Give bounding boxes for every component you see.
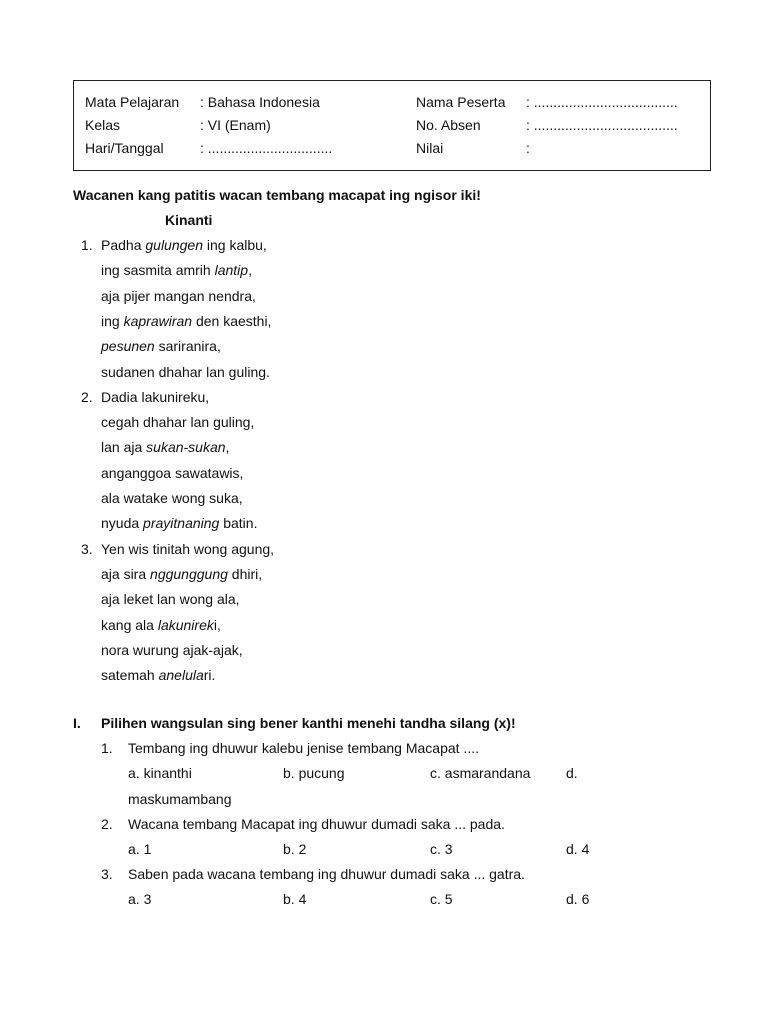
poem-line-text: i, bbox=[213, 616, 221, 633]
poem-line-text: Padha bbox=[101, 237, 146, 253]
question-number: 1. bbox=[101, 740, 113, 756]
info-row-class bbox=[74, 117, 710, 137]
question-text: Wacana tembang Macapat ing dhuwur dumadi saka ... pada. bbox=[128, 816, 505, 832]
poem-line-text: satemah bbox=[101, 667, 159, 684]
info-label: Mata Pelajaran bbox=[85, 94, 180, 110]
reading-instruction: Wacanen kang patitis wacan tembang macapat ing ngisor iki! bbox=[73, 187, 481, 203]
poem-line bbox=[101, 439, 229, 455]
poem-line bbox=[101, 364, 270, 380]
answer-option[interactable]: b. 2 bbox=[283, 841, 307, 857]
poem-line-text: aja sira bbox=[101, 565, 151, 582]
poem-line bbox=[101, 288, 256, 304]
info-value: : bbox=[526, 140, 530, 156]
poem-line-italic-word: pesunen bbox=[101, 338, 155, 355]
poem-line-text: den kaesthi, bbox=[192, 312, 272, 329]
question-text: Tembang ing dhuwur kalebu jenise tembang Macapat .... bbox=[128, 740, 479, 756]
student-info-box bbox=[73, 80, 711, 171]
poem-line bbox=[101, 515, 257, 531]
info-value: : ..................................... bbox=[526, 117, 678, 133]
poem-line-italic-word: sukan-sukan bbox=[146, 439, 226, 456]
poem-line-text: ing bbox=[101, 312, 124, 329]
section-title: Pilihen wangsulan sing bener kanthi menehi tandha silang (x)! bbox=[101, 715, 516, 731]
poem-line-text: sudanen dhahar lan guling. bbox=[101, 363, 270, 380]
poem-line bbox=[101, 617, 221, 633]
poem-line-text: sariranira, bbox=[154, 338, 221, 355]
poem-line bbox=[101, 465, 243, 481]
poem-line bbox=[101, 313, 271, 329]
info-label: Hari/Tanggal bbox=[85, 140, 164, 156]
info-value: : ................................ bbox=[200, 140, 333, 156]
poem-line bbox=[101, 566, 262, 582]
answer-option[interactable]: d. bbox=[566, 765, 578, 781]
poem-line bbox=[101, 262, 252, 278]
answer-option[interactable]: c. 5 bbox=[430, 891, 453, 907]
info-label: Kelas bbox=[85, 117, 121, 133]
poem-line bbox=[101, 414, 254, 430]
answer-option[interactable]: a. 3 bbox=[128, 891, 152, 907]
poem-line-text: nora wurung ajak-ajak, bbox=[101, 641, 243, 658]
answer-option[interactable]: c. asmarandana bbox=[430, 765, 531, 781]
poem-line-italic-word: anelula bbox=[158, 667, 204, 684]
poem-line-text: , bbox=[225, 439, 230, 456]
poem-line-text: aja leket lan wong ala, bbox=[101, 591, 240, 608]
answer-option[interactable]: a. kinanthi bbox=[128, 765, 192, 781]
poem-line-text: cegah dhahar lan guling, bbox=[101, 414, 255, 431]
question-number: 3. bbox=[101, 866, 113, 882]
answer-option-continuation[interactable]: maskumambang bbox=[128, 791, 232, 807]
poem-line-text: ing kalbu, bbox=[203, 237, 267, 253]
poem-line-text: lan aja bbox=[101, 439, 147, 456]
poem-line-text: aja pijer mangan nendra, bbox=[101, 287, 256, 304]
poem-line-text: dhiri, bbox=[227, 565, 263, 582]
poem-line-text: ing sasmita amrih bbox=[101, 262, 215, 279]
answer-option[interactable]: a. 1 bbox=[128, 841, 152, 857]
poem-line-text: Yen wis tinitah wong agung, bbox=[101, 540, 275, 557]
info-label: Nilai bbox=[416, 140, 444, 156]
poem-line-italic-word: gulungen bbox=[145, 237, 203, 253]
poem-line-text: Dadia lakunireku, bbox=[101, 388, 210, 405]
poem-line bbox=[101, 389, 209, 405]
poem-line bbox=[101, 490, 243, 506]
poem-line bbox=[101, 642, 243, 658]
answer-option[interactable]: d. 6 bbox=[566, 891, 590, 907]
stanza-number: 3. bbox=[81, 540, 93, 557]
stanza-number: 2. bbox=[81, 388, 93, 405]
info-label: Nama Peserta bbox=[416, 94, 506, 110]
answer-option[interactable]: c. 3 bbox=[430, 841, 453, 857]
poem-line bbox=[101, 338, 221, 354]
info-label: No. Absen bbox=[416, 117, 481, 133]
info-row-date bbox=[74, 140, 710, 160]
poem-line-italic-word: kaprawiran bbox=[123, 312, 193, 329]
poem-line-italic-word: lakunirek bbox=[157, 616, 214, 633]
question-number: 2. bbox=[101, 816, 113, 832]
stanza-number: 1. bbox=[81, 237, 93, 253]
poem-line bbox=[101, 541, 274, 557]
poem-line bbox=[101, 667, 215, 683]
poem-title: Kinanti bbox=[165, 212, 213, 228]
poem-line bbox=[101, 237, 267, 253]
question-text: Saben pada wacana tembang ing dhuwur dumadi saka ... gatra. bbox=[128, 866, 525, 882]
poem-line bbox=[101, 591, 240, 607]
poem-line-text: nyuda bbox=[101, 515, 144, 532]
poem-line-text: batin. bbox=[219, 515, 258, 532]
answer-option[interactable]: b. 4 bbox=[283, 891, 307, 907]
poem-line-text: anganggoa sawatawis, bbox=[101, 464, 244, 481]
poem-line-text: kang ala bbox=[101, 616, 158, 633]
info-value: : VI (Enam) bbox=[200, 117, 271, 133]
info-value: : ..................................... bbox=[526, 94, 678, 110]
info-value: : Bahasa Indonesia bbox=[200, 94, 320, 110]
poem-line-italic-word: prayitnaning bbox=[143, 515, 220, 532]
info-row-subject bbox=[74, 94, 710, 114]
poem-line-italic-word: lantip bbox=[214, 262, 249, 279]
poem-line-text: ala watake wong suka, bbox=[101, 490, 243, 506]
poem-line-italic-word: nggunggung bbox=[150, 565, 228, 582]
answer-option[interactable]: b. pucung bbox=[283, 765, 345, 781]
section-numeral: I. bbox=[73, 715, 81, 731]
poem-line-text: , bbox=[248, 262, 252, 279]
poem-line-text: ri. bbox=[203, 667, 216, 684]
answer-option[interactable]: d. 4 bbox=[566, 841, 590, 857]
